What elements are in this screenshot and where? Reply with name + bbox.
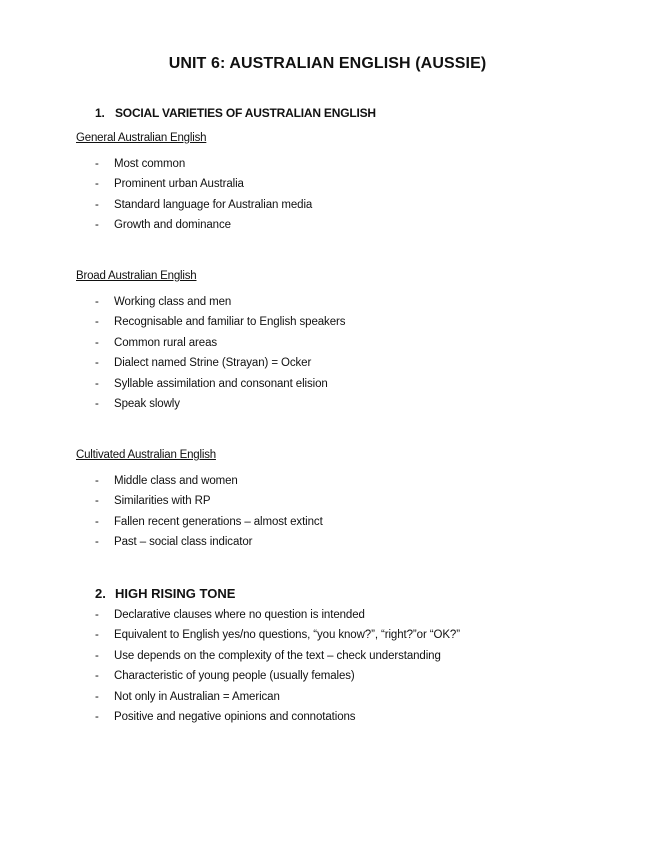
section-2-number: 2. <box>95 586 106 601</box>
bullet-dash: - <box>95 649 99 662</box>
section-2-heading-text: HIGH RISING TONE <box>115 586 236 601</box>
page-title: UNIT 6: AUSTRALIAN ENGLISH (AUSSIE) <box>168 55 487 72</box>
bullet-dash: - <box>95 475 99 487</box>
bullet-dash: - <box>95 710 99 723</box>
bullet-dash: - <box>95 357 99 370</box>
section-1-heading-text: SOCIAL VARIETIES OF AUSTRALIAN ENGLISH <box>115 106 376 120</box>
bullet-dash: - <box>95 336 99 349</box>
section-1-number: 1. <box>95 106 105 120</box>
section-1-heading <box>95 106 376 120</box>
section-2-heading <box>95 586 235 601</box>
bullet-dash: - <box>95 377 99 390</box>
bullet-dash: - <box>95 316 99 329</box>
bullet-dash: - <box>95 198 99 211</box>
bullet-dash: - <box>95 609 99 621</box>
bullet-dash: - <box>95 219 99 232</box>
document-page: UNIT 6: AUSTRALIAN ENGLISH (AUSSIE) 1. SOCIAL VARIETIES OF AUSTRALIAN ENGLISH General Australian English - Most common - Prominent urban Australia - Standard language for Australian media - Growth and dominance Broad Australian English - Working class and men - Recognisable and familiar to English speakers - Common rural areas - Dialect named Strine (Strayan) = Ocker - Syllable assimilation and consonant elision - Speak slowly Cultivated Australian English - Middle class and women - Similarities with RP - Fallen recent generations – almost extinct - Past – social class indicator 2. HIGH RISING TONE - Declarative clauses where no question is intended - Equivalent to English yes/no questions, “you know?”, “right?”or “OK?” - Use depends on the complexity of the text – check understanding - Characteristic of young people (usually females) - Not only in Australian = American - Positive and negative opinions and connotations <box>0 0 655 848</box>
bullet-dash: - <box>95 690 99 703</box>
bullet-dash: - <box>95 629 99 642</box>
subheading-general: General Australian English <box>76 132 207 144</box>
bullet-dash: - <box>95 536 99 549</box>
bullet-dash: - <box>95 296 99 308</box>
bullet-dash: - <box>95 178 99 191</box>
bullet-dash: - <box>95 158 99 170</box>
bullet-dash: - <box>95 495 99 508</box>
bullet-dash: - <box>95 670 99 683</box>
bullet-dash: - <box>95 397 99 410</box>
subheading-broad: Broad Australian English <box>76 270 197 282</box>
subheading-cultivated: Cultivated Australian English <box>76 449 216 461</box>
bullet-dash: - <box>95 515 99 528</box>
